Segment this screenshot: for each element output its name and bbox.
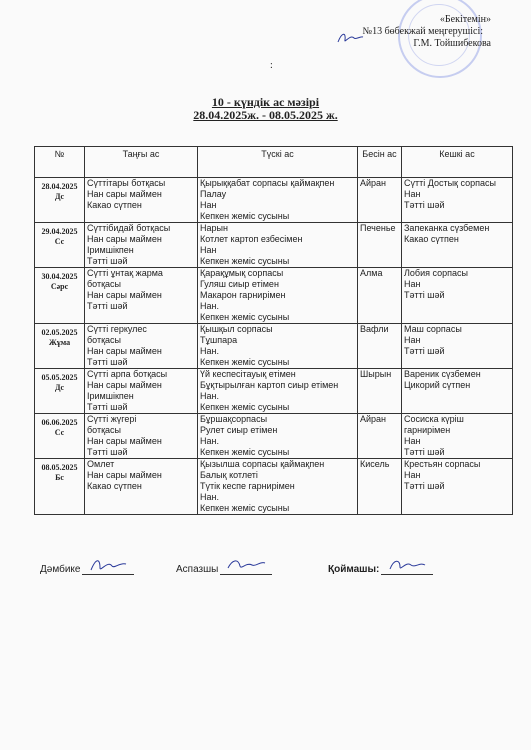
lunch-item: Үй кеспесітауық етімен [200,369,296,379]
lunch-cell [198,178,358,223]
snack-cell [358,324,402,369]
footer-cook [176,564,272,575]
breakfast-item: Сүтті жүгері [87,414,137,424]
snack-cell [358,178,402,223]
signature-head [336,30,364,46]
breakfast-item: Нан сары маймен [87,380,162,390]
snack-cell [358,414,402,459]
lunch-item: Қырыққабат сорпасы қаймақпен [200,178,335,188]
date-text: 05.05.2025 [41,373,78,382]
lunch-item: Кепкен жеміс сусыны [200,447,290,457]
menu-title: 10 - күндік ас мәзірі [211,95,320,109]
dinner-item: Тәтті шәй [404,447,445,457]
lunch-item: Кепкен жеміс сусыны [200,312,290,322]
snack-item: Айран [360,414,387,424]
breakfast-item: Нан сары маймен [87,470,162,480]
dietitian-signature-line [82,564,134,575]
dinner-item: Тәтті шәй [404,346,445,356]
header-snack: Бесін ас [358,147,402,178]
lunch-cell [198,223,358,268]
dinner-cell [402,223,513,268]
table-row [35,178,513,223]
approval-name: Г.М. Тойшибекова [413,38,491,49]
lunch-item: Нан [200,200,217,210]
dinner-item: Тәтті шәй [404,290,445,300]
snack-item: Кисель [360,459,390,469]
breakfast-item: ботқасы [87,425,121,435]
lunch-item: Кепкен жеміс сусыны [200,256,290,266]
breakfast-cell [85,324,198,369]
table-row [35,369,513,414]
date-text: 02.05.2025 [41,328,78,337]
snack-item: Айран [360,178,387,188]
lunch-cell [198,268,358,324]
header-number: № [35,147,85,178]
snack-cell [358,369,402,414]
lunch-item: Макарон гарнирімен [200,290,286,300]
breakfast-item: Омлет [87,459,115,469]
snack-item: Алма [360,268,383,278]
day-cell [35,414,85,459]
breakfast-cell [85,459,198,515]
lunch-item: Кепкен жеміс сусыны [200,503,290,513]
breakfast-item: Тәтті шәй [87,402,128,412]
lunch-item: Нан. [200,346,219,356]
dinner-item: Нан [404,335,421,345]
dinner-item: Тәтті шәй [404,481,445,491]
date-text: 30.04.2025 [41,272,78,281]
lunch-item: Палау [200,189,227,199]
lunch-item: Бұршақсорпасы [200,414,268,424]
dinner-item: Нан [404,189,421,199]
lunch-cell [198,324,358,369]
breakfast-cell [85,178,198,223]
dinner-item: Какао сүтпен [404,234,459,244]
storekeeper-label: Қоймашы: [328,564,380,575]
lunch-item: Рулет сиыр етімен [200,425,278,435]
snack-cell [358,268,402,324]
lunch-item: Нан. [200,391,219,401]
breakfast-cell [85,414,198,459]
lunch-cell [198,459,358,515]
breakfast-item: Нан сары маймен [87,290,162,300]
weekday-text: Жұма [48,338,71,347]
menu-period: 28.04.2025ж. - 08.05.2025 ж. [193,108,338,122]
breakfast-cell [85,369,198,414]
approval-position: №13 бөбекжай меңгерушісі: [362,26,483,37]
breakfast-item: Іримшікпен [87,391,134,401]
lunch-cell [198,369,358,414]
breakfast-item: Тәтті шәй [87,357,128,367]
dinner-item: Сүтті Достық сорпасы [404,178,496,188]
breakfast-item: Нан сары маймен [87,346,162,356]
breakfast-item: Нан сары маймен [87,234,162,244]
breakfast-item: Іримшікпен [87,245,134,255]
weekday-text: Бс [55,473,64,482]
lunch-cell [198,414,358,459]
header-breakfast: Таңғы ас [85,147,198,178]
snack-cell [358,223,402,268]
snack-item: Шырын [360,369,392,379]
lunch-item: Нан. [200,436,219,446]
table-header-row [35,147,513,178]
header-dinner: Кешкі ас [402,147,513,178]
lunch-item: Тұшпара [200,335,238,345]
lunch-item: Қышқыл сорпасы [200,324,273,334]
table-row [35,324,513,369]
approval-title: «Бекітемін» [439,14,491,25]
dinner-cell [402,414,513,459]
dinner-item: Нан [404,470,421,480]
breakfast-item: Тәтті шәй [87,256,128,266]
lunch-item: Нарын [200,223,228,233]
breakfast-item: Сүтті арпа ботқасы [87,369,168,379]
weekday-text: Сс [54,428,65,437]
lunch-item: Кепкен жеміс сусыны [200,402,290,412]
dinner-item: гарнирімен [404,425,451,435]
day-cell [35,324,85,369]
approval-block [271,14,491,50]
breakfast-cell [85,223,198,268]
weekday-text: Сс [54,237,65,246]
snack-item: Вафли [360,324,389,334]
dinner-cell [402,268,513,324]
day-cell [35,268,85,324]
dietitian-label: Дәмбике [40,564,81,575]
breakfast-item: Сүттібидай ботқасы [87,223,171,233]
lunch-item: Қарақұмық сорпасы [200,268,284,278]
menu-table [34,146,513,515]
table-body [35,178,513,515]
colon-mark: : [270,60,273,71]
breakfast-item: Какао сүтпен [87,200,142,210]
storekeeper-signature-line [381,564,433,575]
breakfast-item: ботқасы [87,279,121,289]
breakfast-cell [85,268,198,324]
breakfast-item: Какао сүтпен [87,481,142,491]
dinner-item: Нан [404,436,421,446]
lunch-item: Қызылша сорпасы қаймақпен [200,459,325,469]
dinner-item: Цикорий сүтпен [404,380,471,390]
date-text: 08.05.2025 [41,463,78,472]
date-text: 06.06.2025 [41,418,78,427]
breakfast-item: Сүтті геркулес [87,324,147,334]
table-row [35,414,513,459]
breakfast-item: ботқасы [87,335,121,345]
lunch-item: Балық котлеті [200,470,258,480]
breakfast-item: Тәтті шәй [87,301,128,311]
weekday-text: Дс [54,192,65,201]
dinner-item: Нан [404,279,421,289]
dinner-item: Тәтті шәй [404,200,445,210]
storekeeper-signature [387,556,427,574]
date-text: 28.04.2025 [41,182,78,191]
dinner-item: Маш сорпасы [404,324,462,334]
lunch-item: Нан. [200,301,219,311]
dinner-cell [402,178,513,223]
cook-signature-line [220,564,272,575]
lunch-item: Бұқтырылған картоп сиыр етімен [200,380,339,390]
breakfast-item: Сүтті ұнтақ жарма [87,268,163,278]
lunch-item: Кепкен жеміс сусыны [200,211,290,221]
dinner-item: Запеканка сүзбемен [404,223,490,233]
table-row [35,223,513,268]
dinner-item: Вареник сүзбемен [404,369,481,379]
lunch-item: Нан [200,245,217,255]
snack-cell [358,459,402,515]
dietitian-signature [88,556,128,574]
breakfast-item: Нан сары маймен [87,189,162,199]
lunch-item: Нан. [200,492,219,502]
dinner-item: Лобия сорпасы [404,268,468,278]
date-text: 29.04.2025 [41,227,78,236]
cook-label: Аспазшы [176,564,219,575]
breakfast-item: Нан сары маймен [87,436,162,446]
dinner-cell [402,324,513,369]
dinner-item: Крестьян сорпасы [404,459,481,469]
weekday-text: Дс [54,383,65,392]
snack-item: Печенье [360,223,396,233]
day-cell [35,459,85,515]
weekday-text: Сәрс [50,282,69,291]
cook-signature [226,556,266,574]
table-row [35,268,513,324]
footer-dietitian [40,564,134,575]
dinner-cell [402,369,513,414]
lunch-item: Гуляш сиыр етімен [200,279,279,289]
header-lunch: Түскі ас [198,147,358,178]
day-cell [35,369,85,414]
day-cell [35,178,85,223]
dinner-item: Сосиска күріш [404,414,464,424]
lunch-item: Котлет картоп езбесімен [200,234,303,244]
footer-storekeeper [328,564,433,575]
day-cell [35,223,85,268]
lunch-item: Түтік кеспе гарнирімен [200,481,295,491]
lunch-item: Кепкен жеміс сусыны [200,357,290,367]
breakfast-item: Тәтті шәй [87,447,128,457]
dinner-cell [402,459,513,515]
breakfast-item: Сүттітары ботқасы [87,178,166,188]
table-row [35,459,513,515]
